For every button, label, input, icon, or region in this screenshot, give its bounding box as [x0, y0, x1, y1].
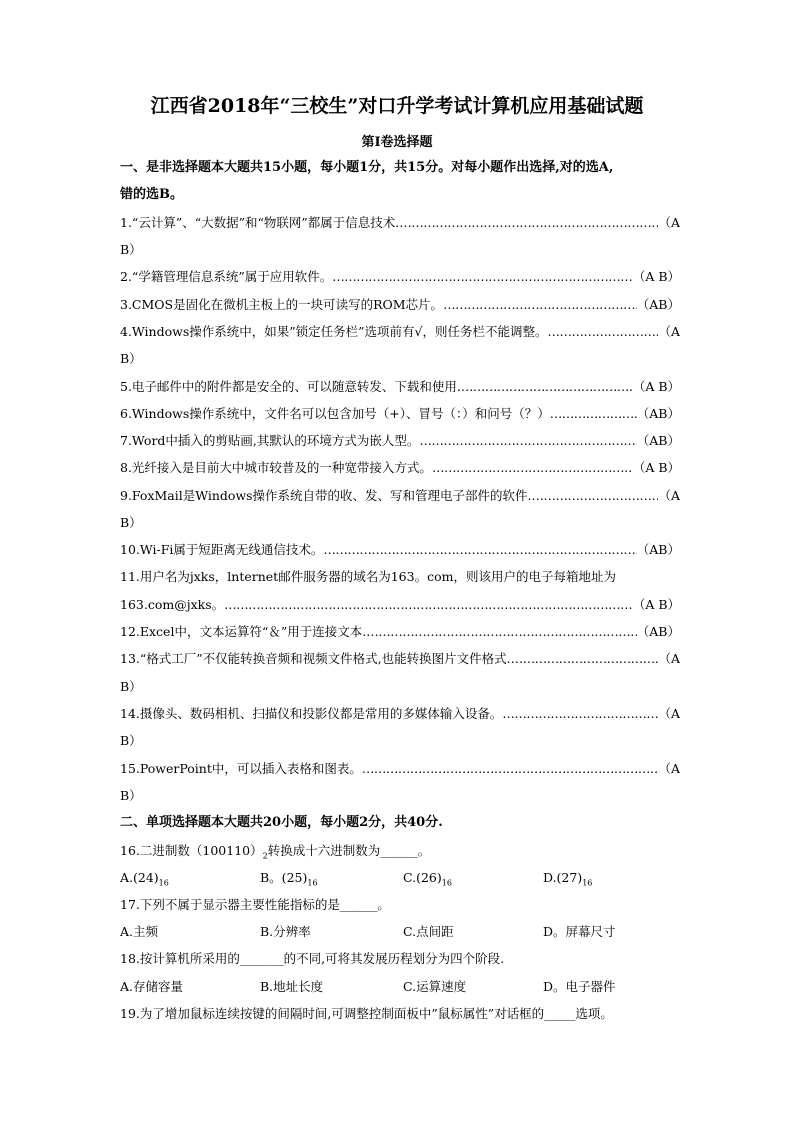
section-2-heading: 二、单项选择题本大题共20小题，每小题2分，共40分.: [120, 815, 443, 830]
question-text: 2.“学籍管理信息系统”属于应用软件。: [120, 269, 333, 284]
leader-dots: [362, 759, 659, 779]
leader-dots: [432, 458, 633, 478]
base-subscript: 16: [158, 878, 169, 888]
tf-question-9: [120, 486, 680, 506]
leader-dots: [461, 377, 633, 397]
question-text: 14.摄像头、数码相机、扫描仪和投影仪都是常用的多媒体输入设备。: [120, 706, 503, 721]
tf-question-14-wrap: B）: [120, 733, 142, 748]
option-d: D。屏幕尺寸: [543, 924, 616, 939]
option-b: [260, 868, 318, 894]
leader-dots: [532, 486, 659, 506]
answer-choice: （AB）: [636, 297, 680, 312]
leader-dots: [399, 213, 658, 233]
tf-question-13: [120, 649, 680, 669]
option-text: A.(24): [120, 870, 159, 885]
leader-dots: [443, 295, 637, 315]
base-subscript: 16: [582, 878, 593, 888]
question-text: 3.CMOS是固化在微机主板上的一块可读写的ROM芯片。: [120, 297, 444, 312]
answer-choice: （A: [658, 215, 680, 230]
section-1-heading-line1: 一、是非选择题本大题共15小题，每小题1分，共15分。对每小题作出选择,对的选A,: [120, 160, 614, 175]
leader-dots: [323, 540, 636, 560]
question-text: 10.Wi-Fi属于短距离无线通信技术。: [120, 542, 324, 557]
base-subscript: 16: [441, 878, 452, 888]
base-subscript: 2: [262, 851, 268, 861]
question-text: 7.Word中插入的剪贴画,其默认的环境方式为嵌人型。: [120, 433, 420, 448]
tf-question-8: [120, 458, 680, 478]
paper-subtitle: 第Ⅰ卷选择题: [361, 135, 433, 150]
option-c: C.点间距: [403, 924, 454, 939]
question-text: 15.PowerPoint中，可以插入表格和图表。: [120, 761, 362, 776]
question-text: 9.FoxMail是Windows操作系统自带的收、发、写和管理电子部件的软件.: [120, 488, 532, 503]
tf-question-1-wrap: B）: [120, 242, 142, 257]
leader-dots: [419, 431, 636, 451]
option-b: B.分辨率: [260, 924, 311, 939]
tf-question-5: [120, 377, 680, 397]
leader-dots: [332, 267, 633, 287]
tf-question-3: [120, 295, 680, 315]
section-1-heading-line2: 错的选B。: [120, 187, 183, 202]
mc-question-17: 17.下列不属于显示器主要性能指标的是______。: [120, 897, 390, 912]
option-b: B.地址长度: [260, 979, 324, 994]
leader-dots: [224, 595, 633, 615]
question-text: 16.二进制数（100110）: [120, 843, 263, 858]
tf-question-7: [120, 431, 680, 451]
answer-choice: （A: [658, 324, 680, 339]
answer-choice: （A: [658, 761, 680, 776]
question-text: 5.电子邮件中的附件都是安全的、可以随意转发、下载和使用.: [120, 379, 461, 394]
question-text: 13.“格式工厂”不仅能转换音频和视频文件格式,也能转换图片文件格式.: [120, 651, 511, 666]
option-d: [543, 868, 592, 894]
question-text: 163.com@jxks。: [120, 597, 225, 612]
leader-dots: [511, 649, 659, 669]
question-text: 转换成十六进制数为______。: [267, 843, 431, 858]
tf-question-6: [120, 404, 680, 424]
tf-question-11-line2: [120, 595, 680, 615]
answer-choice: （A B）: [632, 597, 680, 612]
mc-question-19: 19.为了增加鼠标连续按键的间隔时间,可调整控制面板中”鼠标属性”对话框的_____选项。: [120, 1006, 613, 1021]
leader-dots: [548, 322, 659, 342]
page-title: 江西省2018年“三校生”对口升学考试计算机应用基础试题: [150, 95, 644, 117]
answer-choice: （A: [658, 488, 680, 503]
answer-choice: （A: [658, 706, 680, 721]
option-a: A.存储容量: [120, 979, 184, 994]
question-text: 8.光纤接入是目前大中城市较普及的一种宽带接入方式。: [120, 460, 432, 475]
tf-question-2: [120, 267, 680, 287]
tf-question-4: [120, 322, 680, 342]
answer-choice: （A B）: [632, 379, 680, 394]
option-text: D.(27): [543, 870, 583, 885]
leader-dots: [366, 622, 637, 642]
answer-choice: （A B）: [632, 460, 680, 475]
answer-choice: （AB）: [636, 542, 680, 557]
mc-question-16: [120, 841, 680, 867]
option-text: B。(25): [260, 870, 308, 885]
option-c: [403, 868, 452, 894]
answer-choice: （AB）: [636, 624, 680, 639]
tf-question-15-wrap: B）: [120, 788, 142, 803]
answer-choice: （A: [658, 651, 680, 666]
answer-choice: （AB）: [636, 433, 680, 448]
option-text: C.(26): [403, 870, 442, 885]
answer-choice: （A B）: [632, 269, 680, 284]
leader-dots: [502, 704, 658, 724]
tf-question-14: [120, 704, 680, 724]
option-a: A.主频: [120, 924, 159, 939]
question-text: 6.Windows操作系统中，文件名可以包含加号（+）、冒号（：）和问号（？）: [120, 406, 550, 421]
tf-question-1: [120, 213, 680, 233]
tf-question-9-wrap: B）: [120, 515, 142, 530]
question-text: 1.“云计算”、“大数据”和“物联网”都属于信息技术.: [120, 215, 400, 230]
option-c: C.运算速度: [403, 979, 467, 994]
question-text: 12.Excel中，文本运算符“＆”用于连接文本.: [120, 624, 367, 639]
tf-question-12: [120, 622, 680, 642]
tf-question-15: [120, 759, 680, 779]
question-text: 4.Windows操作系统中，如果”锁定任务栏”选项前有√，则任务栏不能调整。: [120, 324, 548, 339]
base-subscript: 16: [307, 878, 318, 888]
tf-question-10: [120, 540, 680, 560]
answer-choice: （AB）: [636, 406, 680, 421]
tf-question-4-wrap: B）: [120, 351, 142, 366]
tf-question-11: 11.用户名为jxks，lnternet邮件服务器的域名为163。com，则该用户的电子每箱地址为: [120, 569, 616, 584]
tf-question-13-wrap: B）: [120, 679, 142, 694]
option-a: [120, 868, 169, 894]
leader-dots: [550, 404, 637, 424]
option-d: D。电子器件: [543, 979, 616, 994]
mc-question-18: 18.按计算机所采用的_______的不同,可将其发展历程划分为四个阶段.: [120, 951, 505, 966]
